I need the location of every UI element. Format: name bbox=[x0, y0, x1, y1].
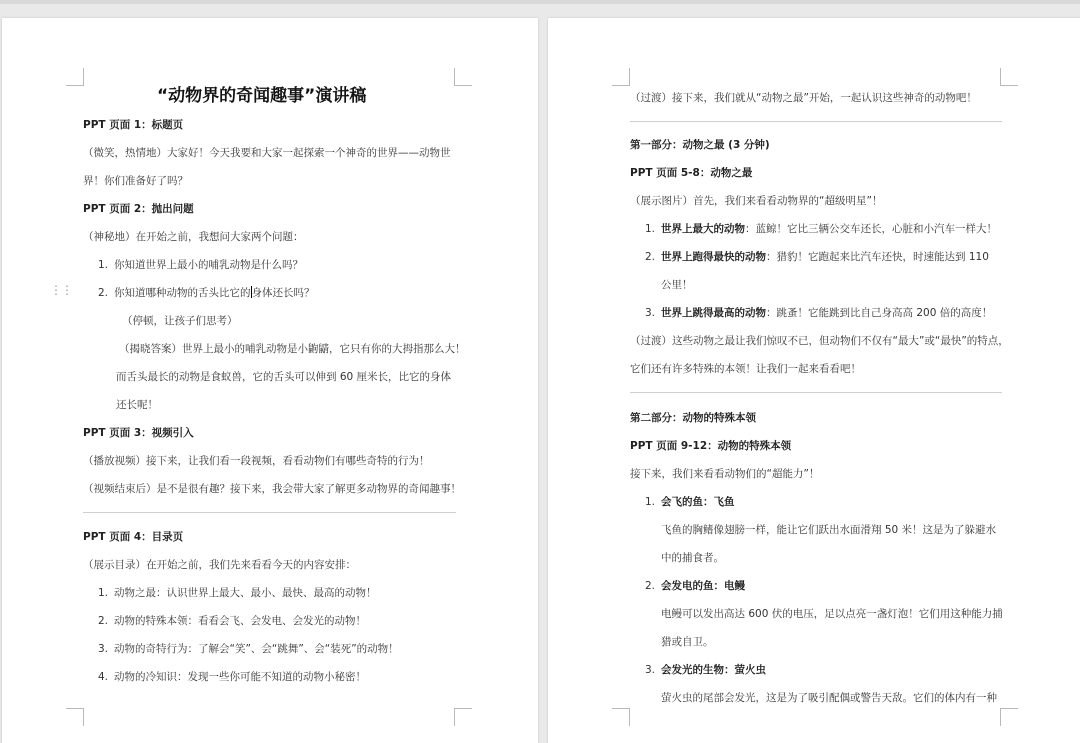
margin-corner-top-right bbox=[454, 68, 472, 86]
margin-corner-bottom-right bbox=[454, 708, 472, 726]
toc-item bbox=[98, 614, 366, 628]
paragraph-line: （过渡）接下来，我们就从“动物之最”开始，一起认识这些神奇的动物吧！ bbox=[630, 92, 977, 104]
list-number: 1. bbox=[98, 259, 109, 271]
list-number: 1. bbox=[645, 496, 656, 508]
document-page-left[interactable] bbox=[2, 18, 538, 743]
list-item-title: 世界上跑得最快的动物 bbox=[661, 251, 766, 263]
paragraph-line: （展示图片）首先，我们来看看动物界的“超级明星”！ bbox=[630, 195, 883, 207]
document-page-right[interactable] bbox=[548, 18, 1080, 743]
list-number: 4. bbox=[98, 671, 109, 683]
section-heading-ppt4: PPT 页面 4：目录页 bbox=[83, 531, 184, 543]
list-item bbox=[645, 306, 992, 320]
list-number: 2. bbox=[98, 615, 109, 627]
list-item-text: ：跳蚤！它能跳到比自己身高高 200 倍的高度！ bbox=[766, 307, 993, 319]
margin-corner-top-left bbox=[612, 68, 630, 86]
list-item bbox=[645, 222, 997, 236]
list-item-title: 世界上最大的动物 bbox=[661, 223, 745, 235]
list-item-text: 身体还长吗？ bbox=[251, 287, 315, 299]
paragraph-line: （展示目录）在开始之前，我们先来看看今天的内容安排： bbox=[83, 559, 356, 571]
paragraph-line: 中的捕食者。 bbox=[661, 552, 724, 564]
list-item-continuation: 公里！ bbox=[661, 279, 693, 291]
toc-item bbox=[98, 586, 377, 600]
paragraph-line: （微笑，热情地）大家好！今天我要和大家一起探索一个神奇的世界——动物世 bbox=[83, 147, 451, 159]
window-top-edge bbox=[0, 0, 1080, 4]
list-number: 1. bbox=[98, 587, 109, 599]
list-item bbox=[645, 250, 989, 264]
paragraph-line: 它们还有许多特殊的本领！让我们一起来看看吧！ bbox=[630, 363, 861, 375]
divider bbox=[630, 121, 1002, 122]
margin-corner-bottom-left bbox=[612, 708, 630, 726]
document-title: “动物界的奇闻趣事”演讲稿 bbox=[157, 86, 367, 106]
toc-item bbox=[98, 642, 399, 656]
part1-heading: 第一部分：动物之最 (3 分钟) bbox=[630, 139, 770, 151]
section-heading-ppt2: PPT 页面 2：抛出问题 bbox=[83, 203, 194, 215]
margin-corner-bottom-left bbox=[66, 708, 84, 726]
list-item-text: ：猎豹！它跑起来比汽车还快，时速能达到 110 bbox=[766, 251, 989, 263]
part2-heading: 第二部分：动物的特殊本领 bbox=[630, 412, 756, 424]
divider bbox=[83, 512, 456, 513]
list-item bbox=[98, 286, 315, 300]
paragraph-line: 接下来，我们来看看动物们的“超能力”！ bbox=[630, 468, 820, 480]
list-item-text: 你知道世界上最小的哺乳动物是什么吗？ bbox=[114, 259, 303, 271]
paragraph-line: （揭晓答案）世界上最小的哺乳动物是小鼩鼱，它只有你的大拇指那么大！ bbox=[119, 343, 466, 355]
paragraph-line: 还长呢！ bbox=[116, 399, 158, 411]
margin-corner-top-left bbox=[66, 68, 84, 86]
list-item-text: 动物的特殊本领：看看会飞、会发电、会发光的动物！ bbox=[114, 615, 366, 627]
paragraph-line: 电鳗可以发出高达 600 伏的电压，足以点亮一盏灯泡！它们用这种能力捕 bbox=[661, 608, 1003, 620]
list-item bbox=[98, 258, 303, 272]
list-number: 2. bbox=[645, 580, 656, 592]
list-item-text: 动物的冷知识：发现一些你可能不知道的动物小秘密！ bbox=[114, 671, 366, 683]
paragraph-line: 界！你们准备好了吗？ bbox=[83, 175, 188, 187]
list-number: 3. bbox=[645, 307, 656, 319]
section-heading-ppt1: PPT 页面 1：标题页 bbox=[83, 119, 184, 131]
paragraph-line: 猎或自卫。 bbox=[661, 636, 714, 648]
section-heading-ppt3: PPT 页面 3：视频引入 bbox=[83, 427, 194, 439]
toc-item bbox=[98, 670, 366, 684]
list-number: 3. bbox=[98, 643, 109, 655]
divider bbox=[630, 392, 1002, 393]
list-item-title: 会飞的鱼：飞鱼 bbox=[661, 496, 735, 508]
paragraph-line: （神秘地）在开始之前，我想问大家两个问题： bbox=[83, 231, 304, 243]
list-item-text: ：蓝鲸！它比三辆公交车还长，心脏和小汽车一样大！ bbox=[745, 223, 997, 235]
paragraph-line: （停顿，让孩子们思考） bbox=[122, 315, 238, 327]
paragraph-line: 萤火虫的尾部会发光，这是为了吸引配偶或警告天敌。它们的体内有一种 bbox=[661, 692, 997, 704]
list-item bbox=[645, 579, 745, 593]
list-number: 1. bbox=[645, 223, 656, 235]
paragraph-line: （播放视频）接下来，让我们看一段视频，看看动物们有哪些奇特的行为！ bbox=[83, 455, 430, 467]
drag-handle-icon[interactable]: ⋮⋮ bbox=[50, 283, 72, 297]
part2-ppt-heading: PPT 页面 9-12：动物的特殊本领 bbox=[630, 440, 792, 452]
list-item-text: 动物的奇特行为：了解会“笑”、会“跳舞”、会“装死”的动物！ bbox=[114, 643, 399, 655]
margin-corner-top-right bbox=[1000, 68, 1018, 86]
list-item-title: 会发电的鱼：电鳗 bbox=[661, 580, 745, 592]
list-item-title: 会发光的生物：萤火虫 bbox=[661, 664, 766, 676]
list-number: 2. bbox=[98, 287, 109, 299]
list-item-title: 世界上跳得最高的动物 bbox=[661, 307, 766, 319]
list-item-text: 动物之最：认识世界上最大、最小、最快、最高的动物！ bbox=[114, 587, 377, 599]
paragraph-line: 而舌头最长的动物是食蚁兽，它的舌头可以伸到 60 厘米长，比它的身体 bbox=[116, 371, 452, 383]
paragraph-line: （过渡）这些动物之最让我们惊叹不已，但动物们不仅有“最大”或“最快”的特点， bbox=[630, 335, 1009, 347]
list-number: 3. bbox=[645, 664, 656, 676]
paragraph-line: （视频结束后）是不是很有趣？接下来，我会带大家了解更多动物界的奇闻趣事！ bbox=[83, 483, 461, 495]
list-item-text: 你知道哪种动物的舌头比它的 bbox=[114, 287, 251, 299]
part1-ppt-heading: PPT 页面 5-8：动物之最 bbox=[630, 167, 753, 179]
list-number: 2. bbox=[645, 251, 656, 263]
list-item bbox=[645, 663, 766, 677]
margin-corner-bottom-right bbox=[1000, 708, 1018, 726]
list-item bbox=[645, 495, 735, 509]
paragraph-line: 飞鱼的胸鳍像翅膀一样，能让它们跃出水面滑翔 50 米！这是为了躲避水 bbox=[661, 524, 997, 536]
